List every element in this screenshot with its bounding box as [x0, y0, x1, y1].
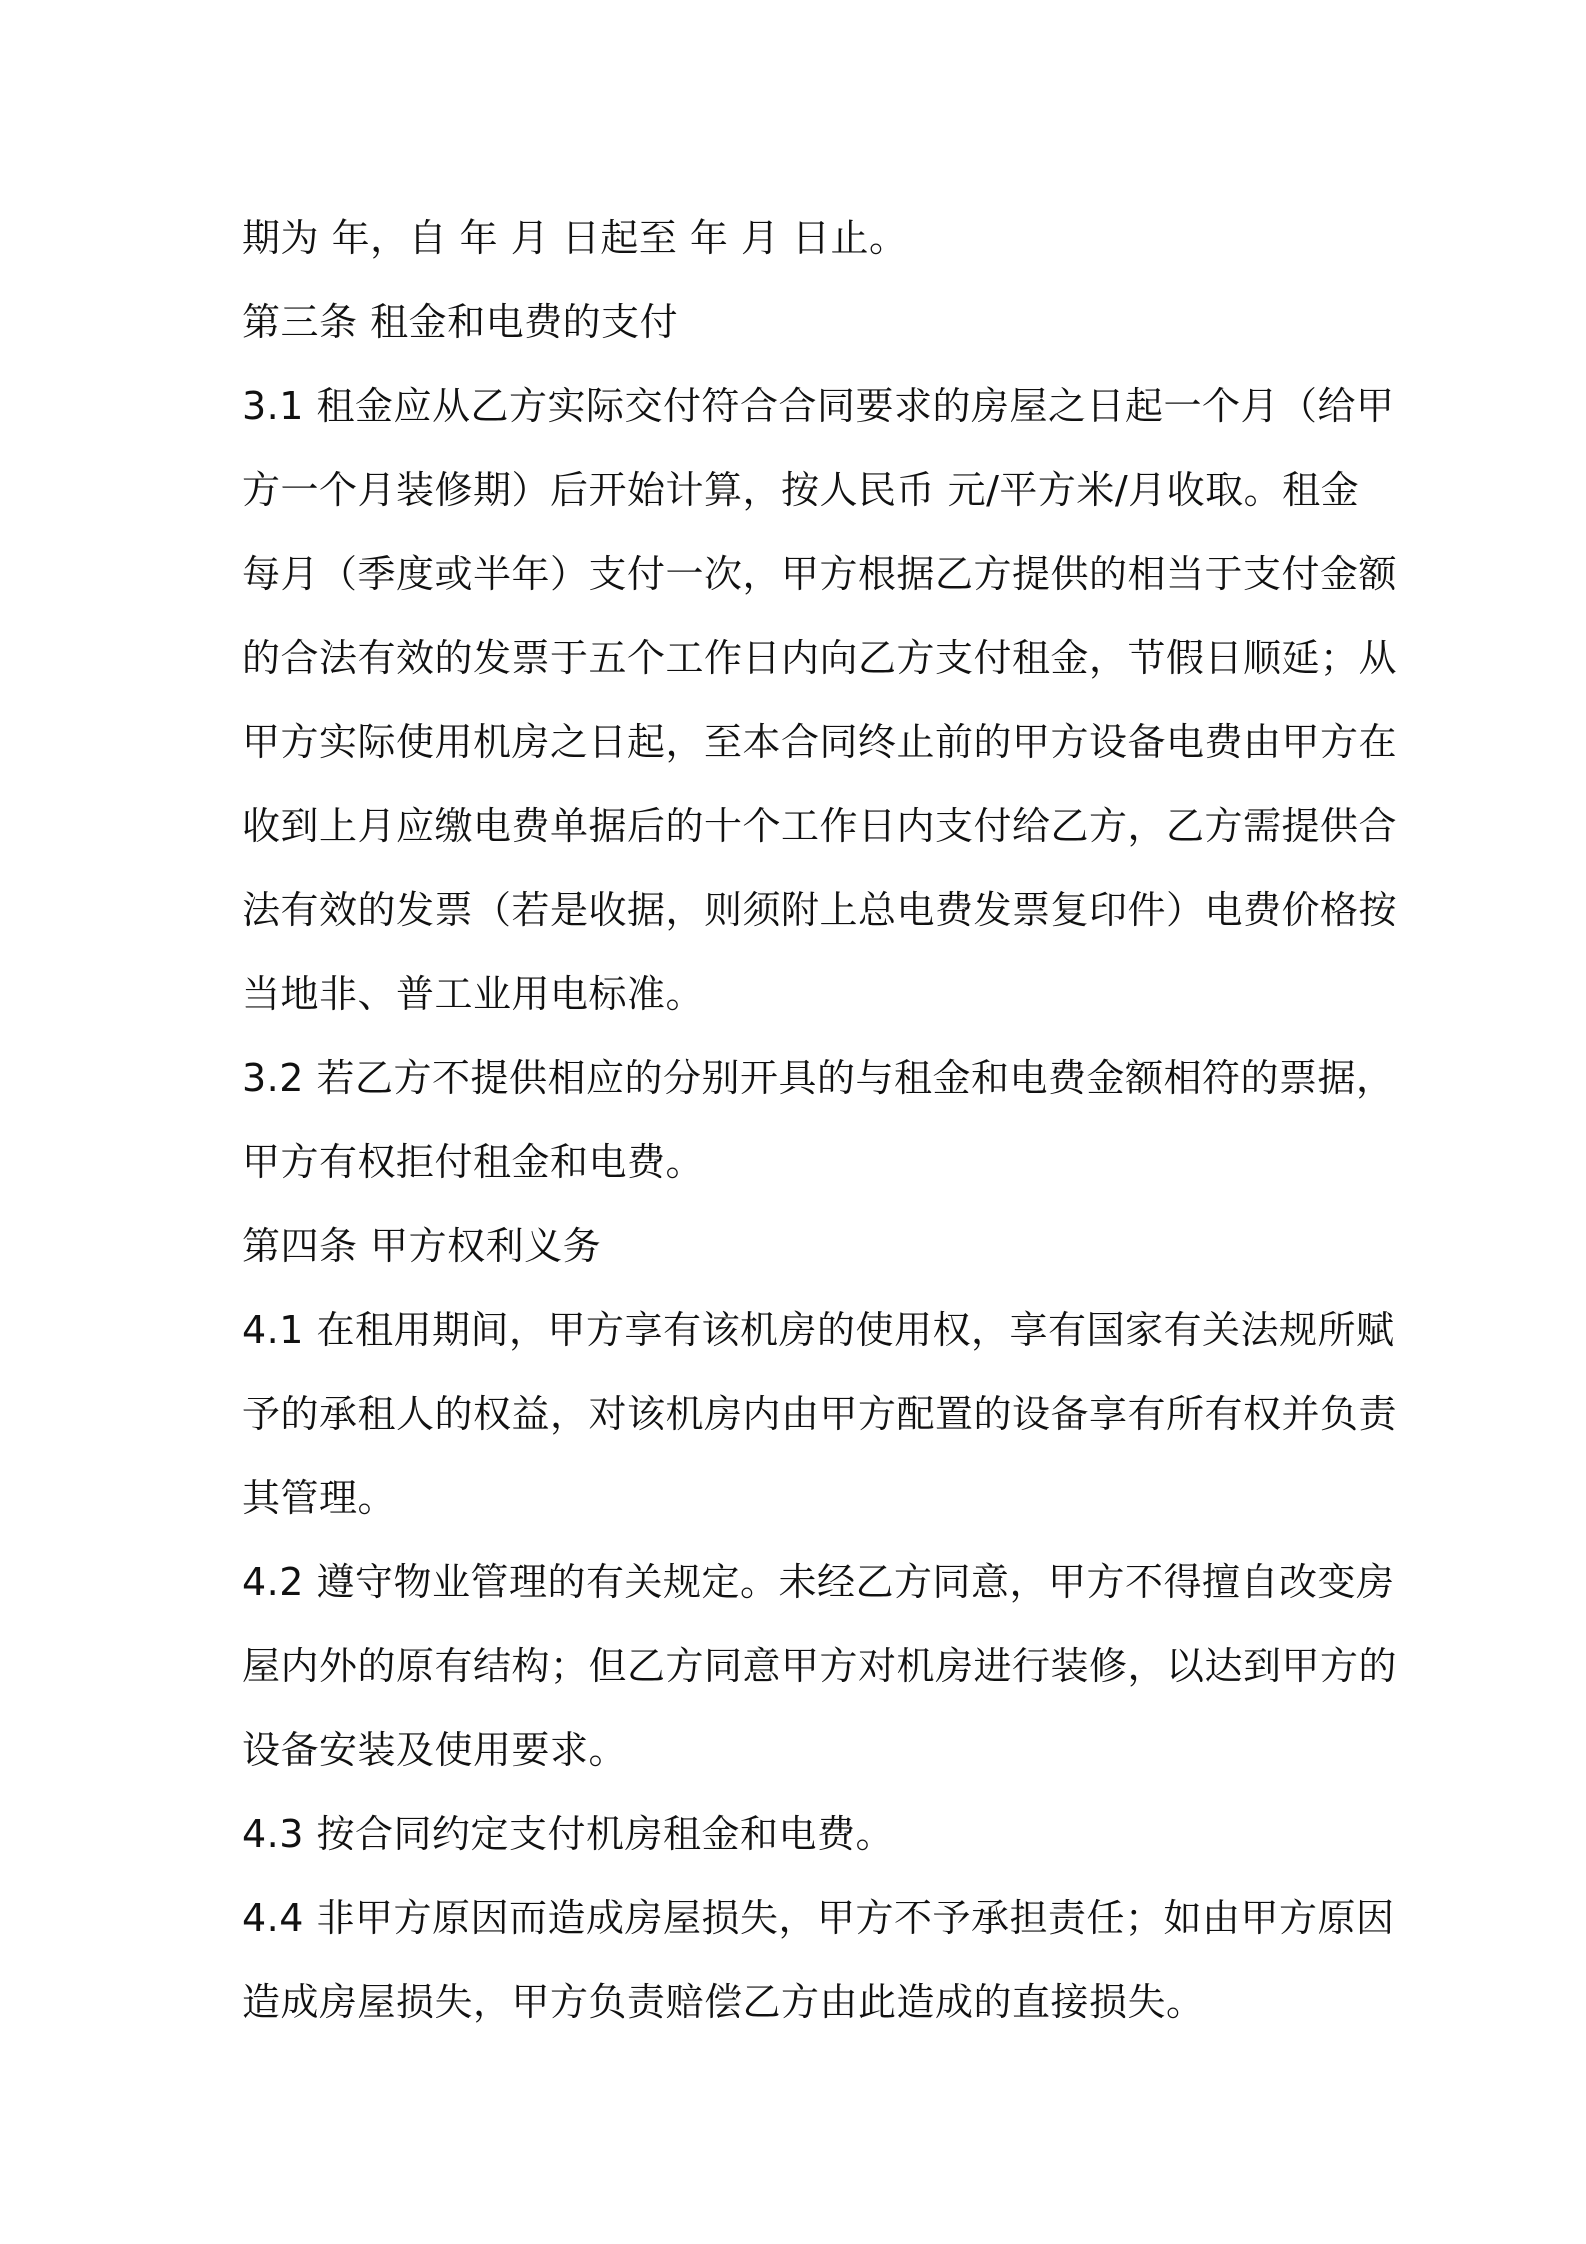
- article-3-heading: 第三条 租金和电费的支付: [242, 300, 679, 344]
- text-line-21: 4.4 非甲方原因而造成房屋损失，甲方不予承担责任；如由甲方原因: [242, 1896, 1395, 1940]
- text-line-7: 甲方实际使用机房之日起，至本合同终止前的甲方设备电费由甲方在: [242, 720, 1398, 764]
- text-line-19: 设备安装及使用要求。: [242, 1728, 628, 1772]
- text-line-17: 4.2 遵守物业管理的有关规定。未经乙方同意，甲方不得擅自改变房: [242, 1560, 1395, 1604]
- text-line-12: 甲方有权拒付租金和电费。: [242, 1140, 705, 1184]
- text-line-18: 屋内外的原有结构；但乙方同意甲方对机房进行装修，以达到甲方的: [242, 1644, 1398, 1688]
- text-line-6: 的合法有效的发票于五个工作日内向乙方支付租金，节假日顺延；从: [242, 636, 1398, 680]
- document-body: [242, 196, 1398, 2044]
- text-line-22: 造成房屋损失，甲方负责赔偿乙方由此造成的直接损失。: [242, 1980, 1205, 2024]
- text-line-11: 3.2 若乙方不提供相应的分别开具的与租金和电费金额相符的票据，: [242, 1056, 1395, 1100]
- text-line-1: 期为 年，自 年 月 日起至 年 月 日止。: [242, 216, 908, 260]
- text-line-20: 4.3 按合同约定支付机房租金和电费。: [242, 1812, 895, 1856]
- article-4-heading: 第四条 甲方权利义务: [242, 1224, 602, 1268]
- text-line-8: 收到上月应缴电费单据后的十个工作日内支付给乙方，乙方需提供合: [242, 804, 1398, 848]
- text-line-3: 3.1 租金应从乙方实际交付符合合同要求的房屋之日起一个月（给甲: [242, 384, 1395, 428]
- text-line-10: 当地非、普工业用电标准。: [242, 972, 705, 1016]
- text-line-9: 法有效的发票（若是收据，则须附上总电费发票复印件）电费价格按: [242, 888, 1398, 932]
- text-line-4: 方一个月装修期）后开始计算，按人民币 元/平方米/月收取。租金: [242, 468, 1360, 512]
- text-line-14: 4.1 在租用期间，甲方享有该机房的使用权，享有国家有关法规所赋: [242, 1308, 1395, 1352]
- text-line-15: 予的承租人的权益，对该机房内由甲方配置的设备享有所有权并负责: [242, 1392, 1398, 1436]
- text-line-16: 其管理。: [242, 1476, 397, 1520]
- text-line-5: 每月（季度或半年）支付一次，甲方根据乙方提供的相当于支付金额: [242, 552, 1398, 596]
